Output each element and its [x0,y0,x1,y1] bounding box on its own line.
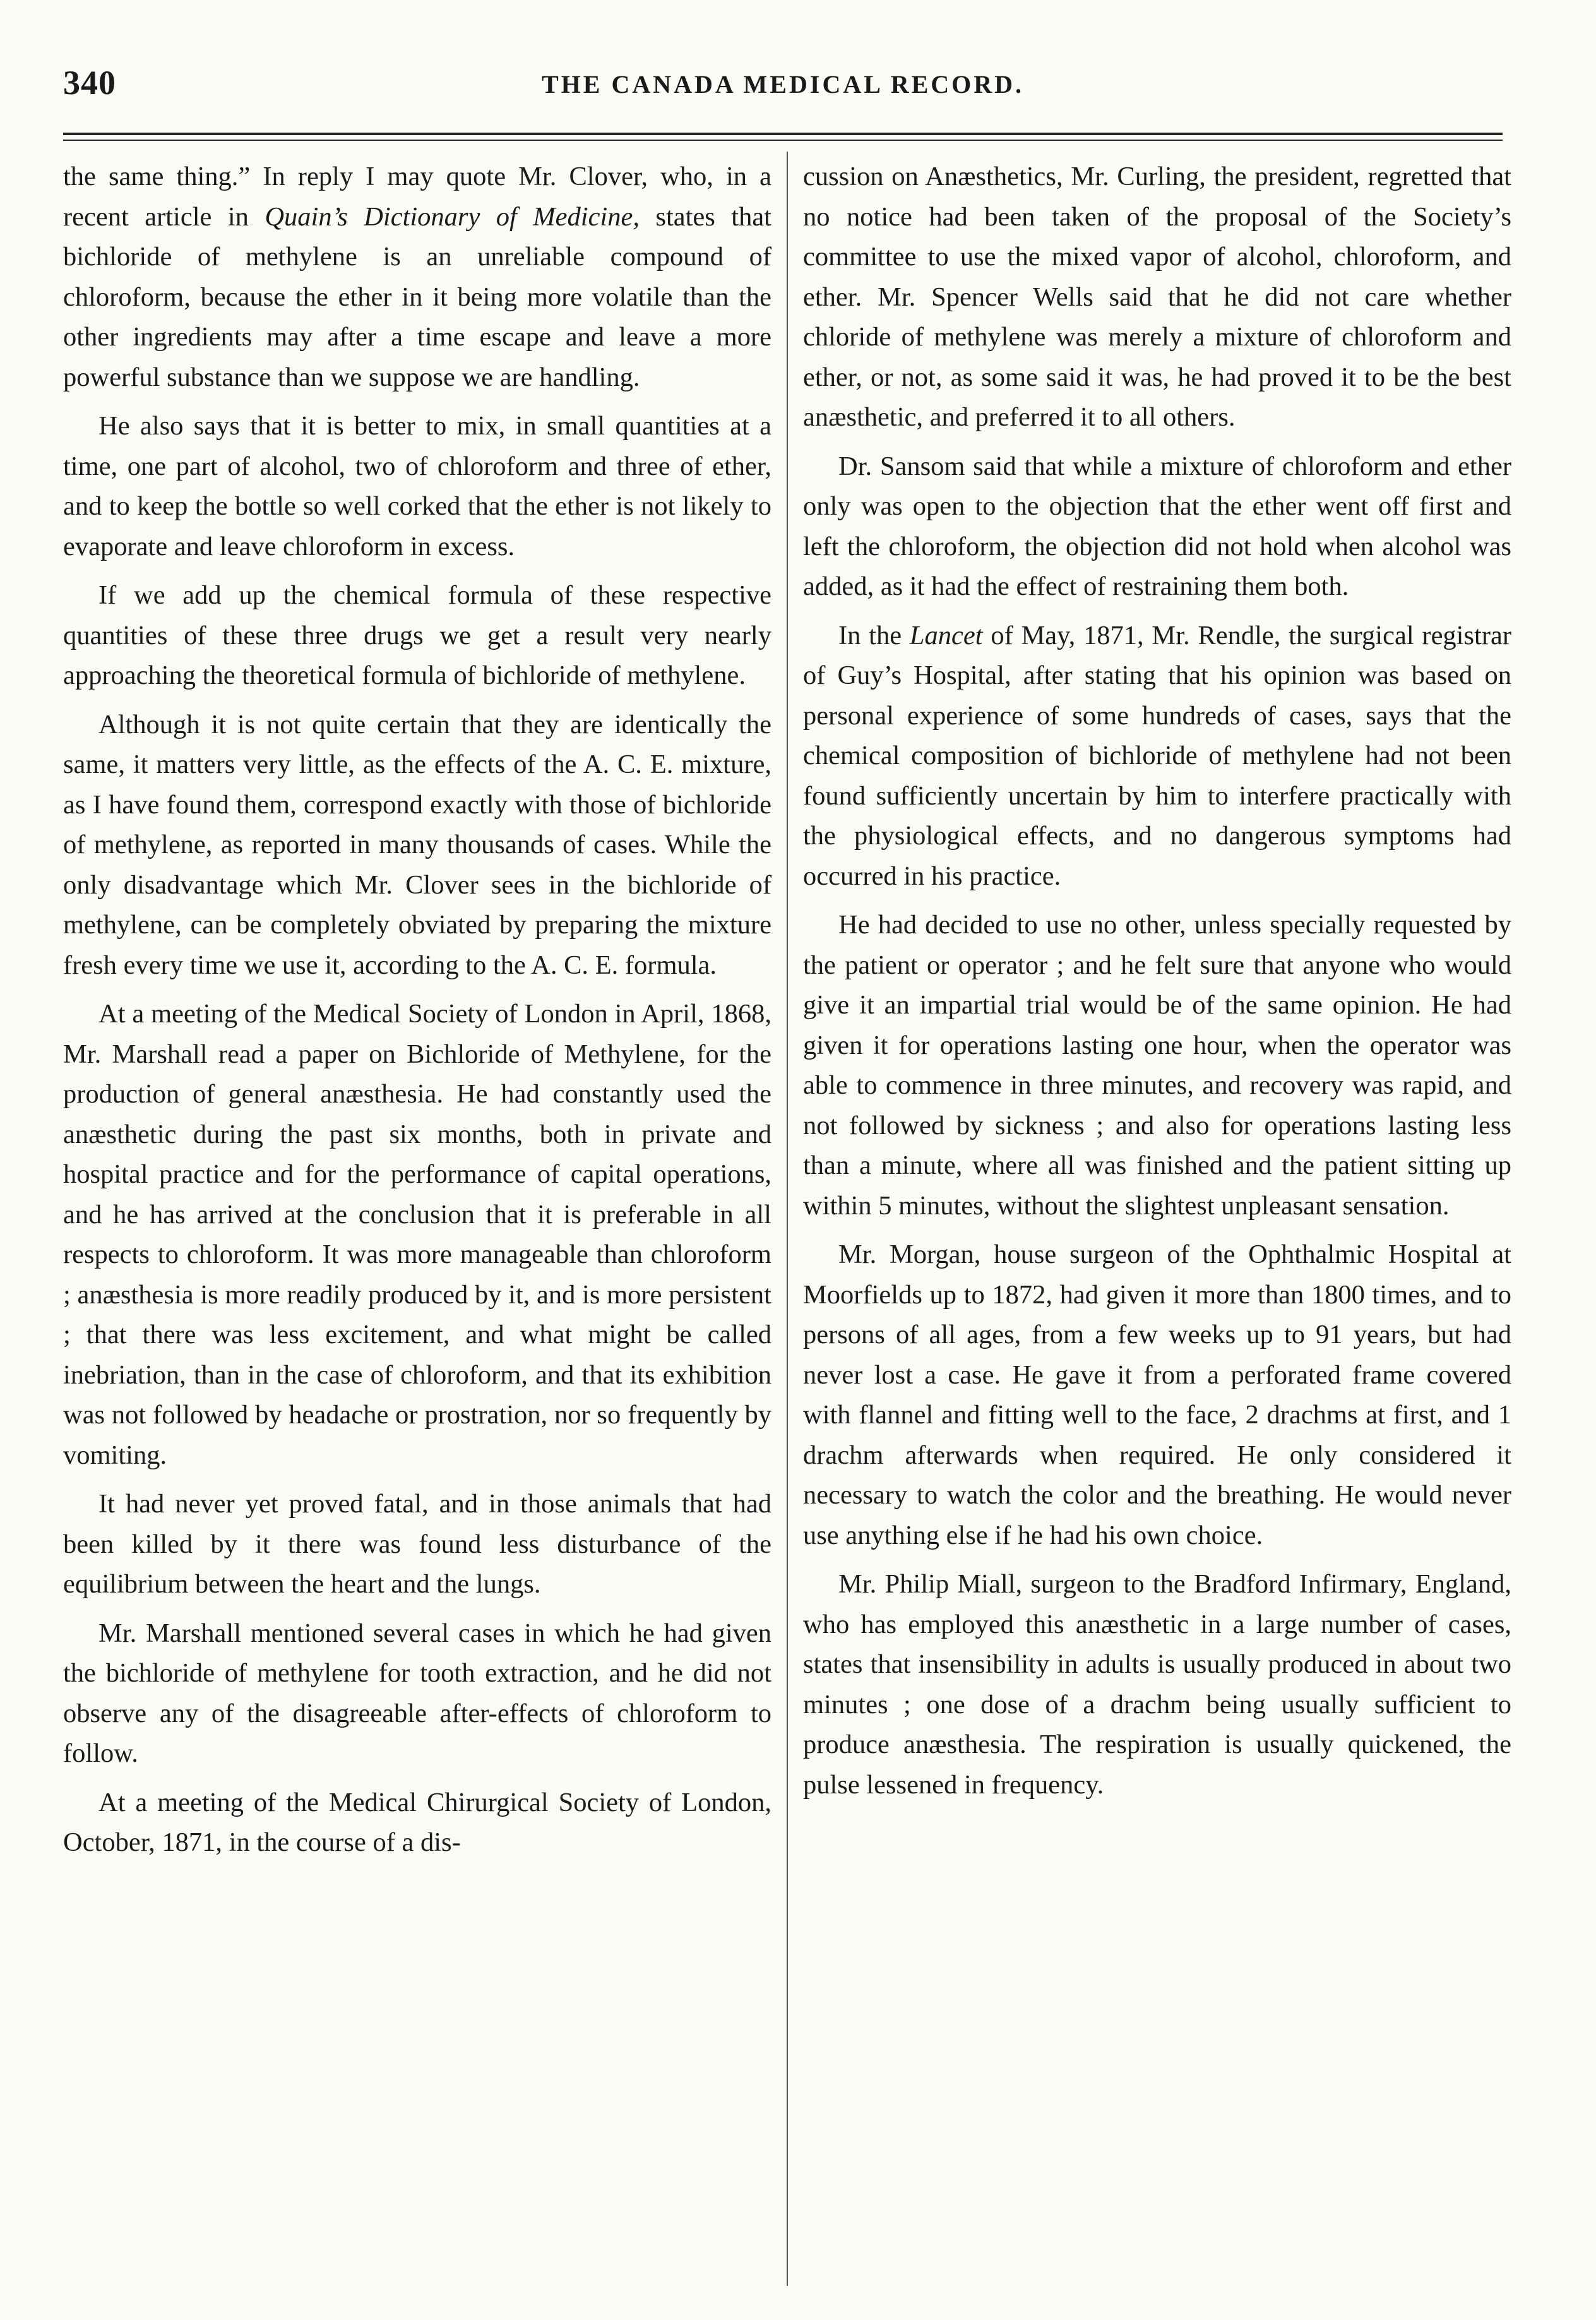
paragraph: Dr. Sansom said that while a mixture of chloroform and ether only was open to the objection that the ether went off first and left the chloroform, the objection did not hold when alcohol was added, as it had the effect of restraining them both. [803,451,1511,601]
page-number: 340 [63,64,116,102]
column-divider [787,152,788,2286]
header-rule [63,133,1503,135]
paragraph: It had never yet proved fatal, and in those animals that had been killed by it there was found less disturbance of the equilibrium between the heart and the lungs. [63,1489,771,1599]
right-column [803,157,1511,2285]
paragraph: In the Lancet of May, 1871, Mr. Rendle, the surgical registrar of Guy’s Hospital, after stating that his opinion was based on personal experience of some hundreds of cases, says that the chemical composition of bichloride of methylene had not been found sufficiently uncertain by him to interfere practically with the physiological effects, and no dangerous symptoms had occurred in his practice. [803,620,1511,891]
paragraph: He also says that it is better to mix, in small quantities at a time, one part of alcohol, two of chloroform and three of ether, and to keep the bottle so well corked that the ether is not likely to evaporate and leave chloroform in excess. [63,411,771,561]
paragraph: the same thing.” In reply I may quote Mr. Clover, who, in a recent article in Quain’s Dictionary of Medicine, states that bichloride of methylene is an unreliable compound of chloroform, because the ether in it being more volatile than the other ingredients may after a time escape and leave a more powerful substance than we suppose we are handling. [63,162,771,392]
paragraph: If we add up the chemical formula of these respective quantities of these three drugs we get a result very nearly approaching the theoretical formula of bichloride of methylene. [63,580,771,690]
paragraph: At a meeting of the Medical Society of London in April, 1868, Mr. Marshall read a paper on Bichloride of Methylene, for the production of general anæsthesia. He had constantly used the anæsthetic during the past six months, both in private and hospital practice and for the performance of capital operations, and he has arrived at the conclusion that it is preferable in all respects to chloroform. It was more manageable than chloroform ; anæsthesia is more readily produced by it, and is more persistent ; that there was less excitement, and what might be called inebriation, than in the case of chloroform, and that its exhibition was not followed by headache or prostration, nor so frequently by vomiting. [63,999,771,1470]
paragraph: He had decided to use no other, unless specially requested by the patient or operator ; and he felt sure that anyone who would give it an impartial trial would be of the same opinion. He had given it for operations lasting one hour, when the operator was able to commence in three minutes, and recovery was rapid, and not followed by sickness ; and also for operations lasting less than a minute, where all was finished and the patient sitting up within 5 minutes, without the slightest unpleasant sensation. [803,910,1511,1221]
paragraph: Although it is not quite certain that they are identically the same, it matters very little, as the effects of the A. C. E. mixture, as I have found them, correspond exactly with those of bichloride of methylene, as reported in many thousands of cases. While the only disadvantage which Mr. Clover sees in the bichloride of methylene, can be completely obviated by preparing the mixture fresh every time we use it, according to the A. C. E. formula. [63,709,771,980]
paragraph: At a meeting of the Medical Chirurgical Society of London, October, 1871, in the course of a dis- [63,1787,771,1857]
paragraph: cussion on Anæsthetics, Mr. Curling, the president, regretted that no notice had been taken of the proposal of the Society’s committee to use the mixed vapor of alcohol, chloroform, and ether. Mr. Spencer Wells said that he did not care whether chloride of methylene was merely a mixture of chloroform and ether, or not, as some said it was, he had proved it to be the best anæsthetic, and preferred it to all others. [803,162,1511,432]
running-title: THE CANADA MEDICAL RECORD. [541,70,1025,99]
left-column [63,157,771,2285]
paragraph: Mr. Morgan, house surgeon of the Ophthalmic Hospital at Moorfields up to 1872, had given it more than 1800 times, and to persons of all ages, from a few weeks up to 91 years, but had never lost a case. He gave it from a perforated frame covered with flannel and fitting well to the face, 2 drachms at first, and 1 drachm afterwards when required. He only considered it necessary to watch the color and the breathing. He would never use anything else if he had his own choice. [803,1240,1511,1550]
page-header [63,63,1503,120]
header-rule-thin [63,140,1503,141]
paragraph: Mr. Philip Miall, surgeon to the Bradford Infirmary, England, who has employed this anæsthetic in a large number of cases, states that insensibility in adults is usually produced in about two minutes ; one dose of a drachm being usually sufficient to produce anæsthesia. The respiration is usually quickened, the pulse lessened in frequency. [803,1569,1511,1800]
paragraph: Mr. Marshall mentioned several cases in which he had given the bichloride of methylene for tooth extraction, and he did not observe any of the disagreeable after-effects of chloroform to follow. [63,1618,771,1768]
